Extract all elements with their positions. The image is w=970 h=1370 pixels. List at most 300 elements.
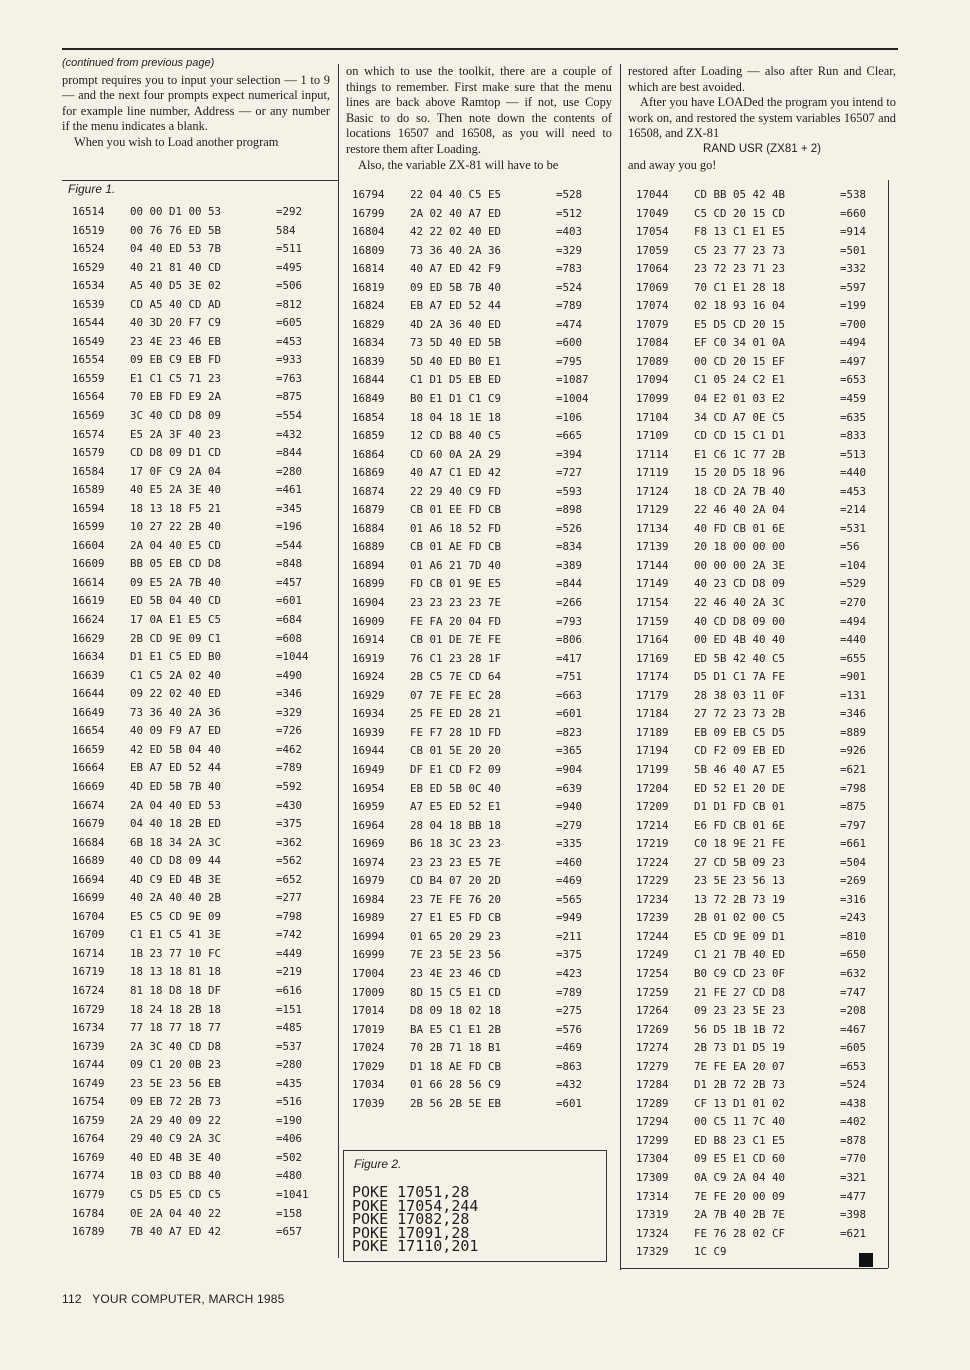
listing-row [352,986,614,1005]
hex-bytes: 27 72 23 73 2B [694,707,786,721]
hex-bytes: CD D8 09 D1 CD [130,446,222,460]
checksum: =403 [556,225,583,239]
listing-row [72,910,332,929]
hex-bytes: 77 18 77 18 77 [130,1021,222,1035]
listing-row [72,242,332,261]
listing-row [72,799,332,818]
listing-row [352,577,614,596]
hex-bytes: 4D C9 ED 4B 3E [130,872,222,886]
address: 16829 [352,317,385,331]
hex-bytes: 8D 15 C5 E1 CD [410,985,502,999]
paragraph: Also, the variable ZX-81 will have to be [358,157,559,172]
hex-bytes: A7 E5 ED 52 E1 [410,800,502,814]
hex-bytes: 00 00 D1 00 53 [130,205,222,218]
listing-row [352,689,614,708]
address: 16699 [72,891,105,905]
checksum: =528 [556,188,583,201]
hex-bytes: CB 01 AE FD CB [410,540,502,554]
listing-row [72,298,332,317]
hex-bytes: C1 D1 D5 EB ED [410,373,502,387]
listing-row [352,244,614,263]
hex-bytes: 40 CD D8 09 00 [694,614,786,628]
address: 17209 [636,800,669,814]
address: 16994 [352,929,385,943]
checksum: =208 [840,1004,867,1018]
listing-row [72,279,332,298]
address: 16564 [72,390,105,404]
address: 17299 [636,1133,669,1147]
address: 16904 [352,596,385,610]
hex-bytes: 2A 7B 40 2B 7E [694,1208,786,1222]
checksum: =477 [840,1189,867,1203]
checksum: =616 [276,983,303,997]
address: 17129 [636,503,669,517]
address: 16544 [72,316,105,330]
checksum: =565 [556,892,583,906]
hex-bytes: 2A 04 40 E5 CD [130,538,222,552]
checksum: =933 [276,353,303,367]
listing-row [636,522,886,541]
listing-row [72,372,332,391]
checksum: =621 [840,762,867,776]
checksum: =494 [840,614,867,628]
listing-row [72,335,332,354]
checksum: =605 [276,316,303,330]
address: 16839 [352,354,385,368]
address: 17309 [636,1170,669,1184]
listing-row [636,707,886,726]
checksum: =495 [276,260,303,274]
hex-bytes: 7E FE EA 20 07 [694,1059,786,1073]
address: 17069 [636,280,669,294]
checksum: =453 [276,334,303,348]
paragraph: prompt requires you to input your selection — 1 to 9 — and the next four prompts expect numerical input, for example line number, Address — or any number if the menu indicates a blank. [62,72,330,134]
hex-bytes: 1B 03 CD B8 40 [130,1169,222,1183]
checksum: =151 [276,1002,303,1016]
listing-row [636,1208,886,1227]
address: 17234 [636,892,669,906]
hex-bytes: BA E5 C1 E1 2B [410,1022,502,1036]
address: 16759 [72,1113,105,1127]
checksum: =266 [556,596,583,610]
address: 16844 [352,373,385,387]
hex-bytes: 28 04 18 BB 18 [410,818,502,832]
checksum: =440 [840,466,867,480]
listing-row [72,594,332,613]
hex-bytes: FD CB 01 9E E5 [410,577,502,591]
hex-bytes: EB A7 ED 52 44 [130,761,222,775]
listing-row [636,448,886,467]
poke-list [352,1183,479,1256]
listing-row [72,706,332,725]
hex-bytes: 18 CD 2A 7B 40 [694,484,786,498]
figure-1-bottom-border [620,1268,888,1269]
checksum: =531 [840,521,867,535]
hex-bytes: 23 5E 23 56 EB [130,1076,222,1090]
address: 16889 [352,540,385,554]
address: 17289 [636,1096,669,1110]
checksum: =833 [840,429,867,443]
hex-bytes: C0 18 9E 21 FE [694,837,786,851]
checksum: =375 [556,948,583,962]
listing-row [636,874,886,893]
hex-bytes: ED B8 23 C1 E5 [694,1133,786,1147]
address: 16729 [72,1002,105,1016]
hex-bytes: 76 C1 23 28 1F [410,651,502,665]
listing-row [636,1023,886,1042]
checksum: =576 [556,1022,583,1036]
checksum: =504 [840,855,867,869]
listing-row [352,726,614,745]
checksum: =211 [556,929,583,943]
address: 17184 [636,707,669,721]
address: 16794 [352,188,385,201]
checksum: =601 [556,1096,583,1110]
listing-row [352,1060,614,1079]
checksum: =597 [840,280,867,294]
listing-row [636,986,886,1005]
checksum: =657 [276,1225,303,1239]
checksum: =511 [276,242,303,256]
hex-bytes: E5 C5 CD 9E 09 [130,909,222,923]
address: 17329 [636,1245,669,1259]
hex-bytes: 17 0A E1 E5 C5 [130,613,222,627]
checksum: =346 [276,687,303,701]
hex-bytes: 09 22 02 40 ED [130,687,222,701]
checksum: =512 [556,206,583,220]
checksum: =131 [840,688,867,702]
address: 16814 [352,262,385,276]
address: 17039 [352,1096,385,1110]
address: 16674 [72,798,105,812]
figure-1-label: Figure 1. [68,182,116,196]
hex-bytes: BB 05 EB CD D8 [130,557,222,571]
listing-row [636,485,886,504]
hex-bytes: EF C0 34 01 0A [694,336,786,350]
hex-bytes: 10 27 22 2B 40 [130,520,222,534]
hex-bytes: 22 29 40 C9 FD [410,484,502,498]
hex-bytes: 22 46 40 2A 3C [694,596,786,610]
hex-bytes: 7B 40 A7 ED 42 [130,1225,222,1239]
address: 16929 [352,688,385,702]
continued-note: (continued from previous page) [62,57,215,69]
checksum: =104 [840,558,867,572]
listing-row [352,336,614,355]
checksum: =665 [556,429,583,443]
hex-bytes: 15 20 D5 18 96 [694,466,786,480]
hex-bytes: B6 18 3C 23 23 [410,837,502,851]
checksum: =56 [840,540,860,554]
checksum: =438 [840,1096,867,1110]
address: 16984 [352,892,385,906]
checksum: =321 [840,1170,867,1184]
hex-bytes: EB ED 5B 0C 40 [410,781,502,795]
checksum: =270 [840,596,867,610]
address: 16989 [352,911,385,925]
hex-bytes: 2B 01 02 00 C5 [694,911,786,925]
listing-row [72,650,332,669]
listing-row [72,761,332,780]
listing-row [352,782,614,801]
page-footer: 112 YOUR COMPUTER, MARCH 1985 [62,1292,285,1306]
checksum: =621 [840,1226,867,1240]
listing-row [352,188,614,207]
checksum: =497 [840,354,867,368]
hex-bytes: 2B C5 7E CD 64 [410,670,502,684]
checksum: =316 [840,892,867,906]
listing-row [636,1115,886,1134]
listing-row [72,873,332,892]
address: 16549 [72,334,105,348]
hex-bytes: CB 01 5E 20 20 [410,744,502,758]
hex-bytes: 18 13 18 81 18 [130,965,222,979]
checksum: =635 [840,410,867,424]
listing-row [72,854,332,873]
listing-row [636,336,886,355]
address: 16534 [72,279,105,293]
address: 16644 [72,687,105,701]
address: 17104 [636,410,669,424]
checksum: =823 [556,725,583,739]
listing-row [636,633,886,652]
address: 17279 [636,1059,669,1073]
hex-bytes: 81 18 D8 18 DF [130,983,222,997]
hex-bytes: CF 13 D1 01 02 [694,1096,786,1110]
address: 17144 [636,558,669,572]
address: 16954 [352,781,385,795]
address: 17164 [636,633,669,647]
checksum: =461 [276,483,303,497]
hex-bytes: 00 00 00 2A 3E [694,558,786,572]
listing-row [72,632,332,651]
address: 16539 [72,297,105,311]
checksum: =650 [840,948,867,962]
checksum: =901 [840,670,867,684]
listing-row [72,261,332,280]
listing-row [636,893,886,912]
rand-usr-line: RAND USR (ZX81 + 2) [703,142,821,155]
hex-bytes: 2B 73 D1 D5 19 [694,1041,786,1055]
checksum: =269 [840,874,867,888]
checksum: =747 [840,985,867,999]
checksum: =844 [276,446,303,460]
hex-bytes: CD CD 15 C1 D1 [694,429,786,443]
hex-bytes: 40 A7 C1 ED 42 [410,466,502,480]
hex-bytes: 73 36 40 2A 36 [410,243,502,257]
address: 16874 [352,484,385,498]
listing-row [636,1097,886,1116]
hex-bytes: 01 A6 18 52 FD [410,521,502,535]
address: 16859 [352,429,385,443]
hex-bytes: D1 D1 FD CB 01 [694,800,786,814]
poke-line: POKE 17110,201 [352,1237,479,1256]
checksum: =770 [840,1152,867,1166]
checksum: =1087 [556,373,589,387]
address: 17034 [352,1078,385,1092]
checksum: =490 [276,668,303,682]
address: 17274 [636,1041,669,1055]
hex-bytes: EB A7 ED 52 44 [410,299,502,313]
checksum: =460 [556,855,583,869]
checksum: =430 [276,798,303,812]
listing-row [72,428,332,447]
listing-column-1 [72,205,332,1244]
hex-bytes: 18 24 18 2B 18 [130,1002,222,1016]
checksum: =592 [276,779,303,793]
checksum: =329 [276,705,303,719]
listing-row [636,689,886,708]
hex-bytes: 23 7E FE 76 20 [410,892,502,906]
checksum: =562 [276,854,303,868]
listing-row [72,1095,332,1114]
address: 16659 [72,742,105,756]
checksum: =1004 [556,392,589,406]
address: 16959 [352,800,385,814]
paragraph: After you have LOADed the program you intend to work on, and restored the system variables 16507 and 16508, and ZX-81 [628,95,896,141]
checksum: =219 [276,965,303,979]
checksum: =196 [276,520,303,534]
hex-bytes: D5 D1 C1 7A FE [694,670,786,684]
prose-column-2 [346,64,612,173]
hex-bytes: 40 2A 40 40 2B [130,891,222,905]
checksum: =949 [556,911,583,925]
checksum: =457 [276,575,303,589]
address: 17124 [636,484,669,498]
listing-row [352,299,614,318]
address: 16579 [72,446,105,460]
listing-row [352,967,614,986]
paragraph: restored after Loading — also after Run and Clear, which are best avoided. [628,64,896,94]
checksum: =783 [556,262,583,276]
address: 16789 [72,1225,105,1239]
hex-bytes: 28 38 03 11 0F [694,688,786,702]
listing-row [636,1171,886,1190]
listing-row [352,318,614,337]
hex-bytes: 70 EB FD E9 2A [130,390,222,404]
address: 17149 [636,577,669,591]
listing-row [636,744,886,763]
hex-bytes: 09 E5 2A 7B 40 [130,575,222,589]
hex-bytes: DF E1 CD F2 09 [410,762,502,776]
address: 16824 [352,299,385,313]
hex-bytes: 5D 40 ED B0 E1 [410,354,502,368]
address: 17119 [636,466,669,480]
address: 16524 [72,242,105,256]
address: 16639 [72,668,105,682]
hex-bytes: 23 4E 23 46 EB [130,334,222,348]
listing-row [72,817,332,836]
checksum: 584 [276,223,296,237]
checksum: =834 [556,540,583,554]
hex-bytes: CD BB 05 42 4B [694,188,786,201]
listing-row [352,670,614,689]
listing-row [352,207,614,226]
address: 17174 [636,670,669,684]
hex-bytes: 00 76 76 ED 5B [130,223,222,237]
listing-row [352,819,614,838]
listing-row [72,1132,332,1151]
hex-bytes: 09 EB 72 2B 73 [130,1095,222,1109]
address: 16569 [72,409,105,423]
checksum: =190 [276,1113,303,1127]
address: 17154 [636,596,669,610]
hex-bytes: 40 21 81 40 CD [130,260,222,274]
hex-bytes: 23 5E 23 56 13 [694,874,786,888]
address: 16679 [72,817,105,831]
address: 16669 [72,779,105,793]
address: 16969 [352,837,385,851]
checksum: =608 [276,631,303,645]
address: 17264 [636,1004,669,1018]
address: 16614 [72,575,105,589]
checksum: =365 [556,744,583,758]
hex-bytes: ED 52 E1 20 DE [694,781,786,795]
listing-row [636,281,886,300]
hex-bytes: 2B CD 9E 09 C1 [130,631,222,645]
address: 17064 [636,262,669,276]
address: 17169 [636,651,669,665]
address: 16744 [72,1058,105,1072]
address: 16754 [72,1095,105,1109]
hex-bytes: E5 CD 9E 09 D1 [694,929,786,943]
address: 16734 [72,1021,105,1035]
hex-bytes: 3C 40 CD D8 09 [130,409,222,423]
address: 16964 [352,818,385,832]
listing-row [636,503,886,522]
listing-row [72,1188,332,1207]
address: 17029 [352,1059,385,1073]
hex-bytes: 56 D5 1B 1B 72 [694,1022,786,1036]
hex-bytes: 40 CD D8 09 44 [130,854,222,868]
hex-bytes: C1 21 7B 40 ED [694,948,786,962]
hex-bytes: D8 09 18 02 18 [410,1004,502,1018]
address: 17089 [636,354,669,368]
listing-row [636,615,886,634]
listing-row [636,911,886,930]
address: 16974 [352,855,385,869]
listing-row [636,1227,886,1246]
address: 16529 [72,260,105,274]
checksum: =506 [276,279,303,293]
hex-bytes: 2A 3C 40 CD D8 [130,1039,222,1053]
address: 16894 [352,558,385,572]
address: 17254 [636,966,669,980]
hex-bytes: 40 A7 ED 42 F9 [410,262,502,276]
listing-row [636,559,886,578]
checksum: =700 [840,317,867,331]
address: 16999 [352,948,385,962]
listing-row [72,446,332,465]
hex-bytes: 00 C5 11 7C 40 [694,1115,786,1129]
address: 17249 [636,948,669,962]
checksum: =789 [556,985,583,999]
hex-bytes: 02 18 93 16 04 [694,299,786,313]
hex-bytes: 09 ED 5B 7B 40 [410,280,502,294]
address: 17059 [636,243,669,257]
address: 17324 [636,1226,669,1240]
address: 17044 [636,188,669,201]
hex-bytes: 20 18 00 00 00 [694,540,786,554]
checksum: =494 [840,336,867,350]
checksum: =726 [276,724,303,738]
address: 17109 [636,429,669,443]
hex-bytes: D1 2B 72 2B 73 [694,1078,786,1092]
checksum: =501 [840,243,867,257]
checksum: =277 [276,891,303,905]
listing-row [636,726,886,745]
checksum: =810 [840,929,867,943]
listing-row [636,318,886,337]
